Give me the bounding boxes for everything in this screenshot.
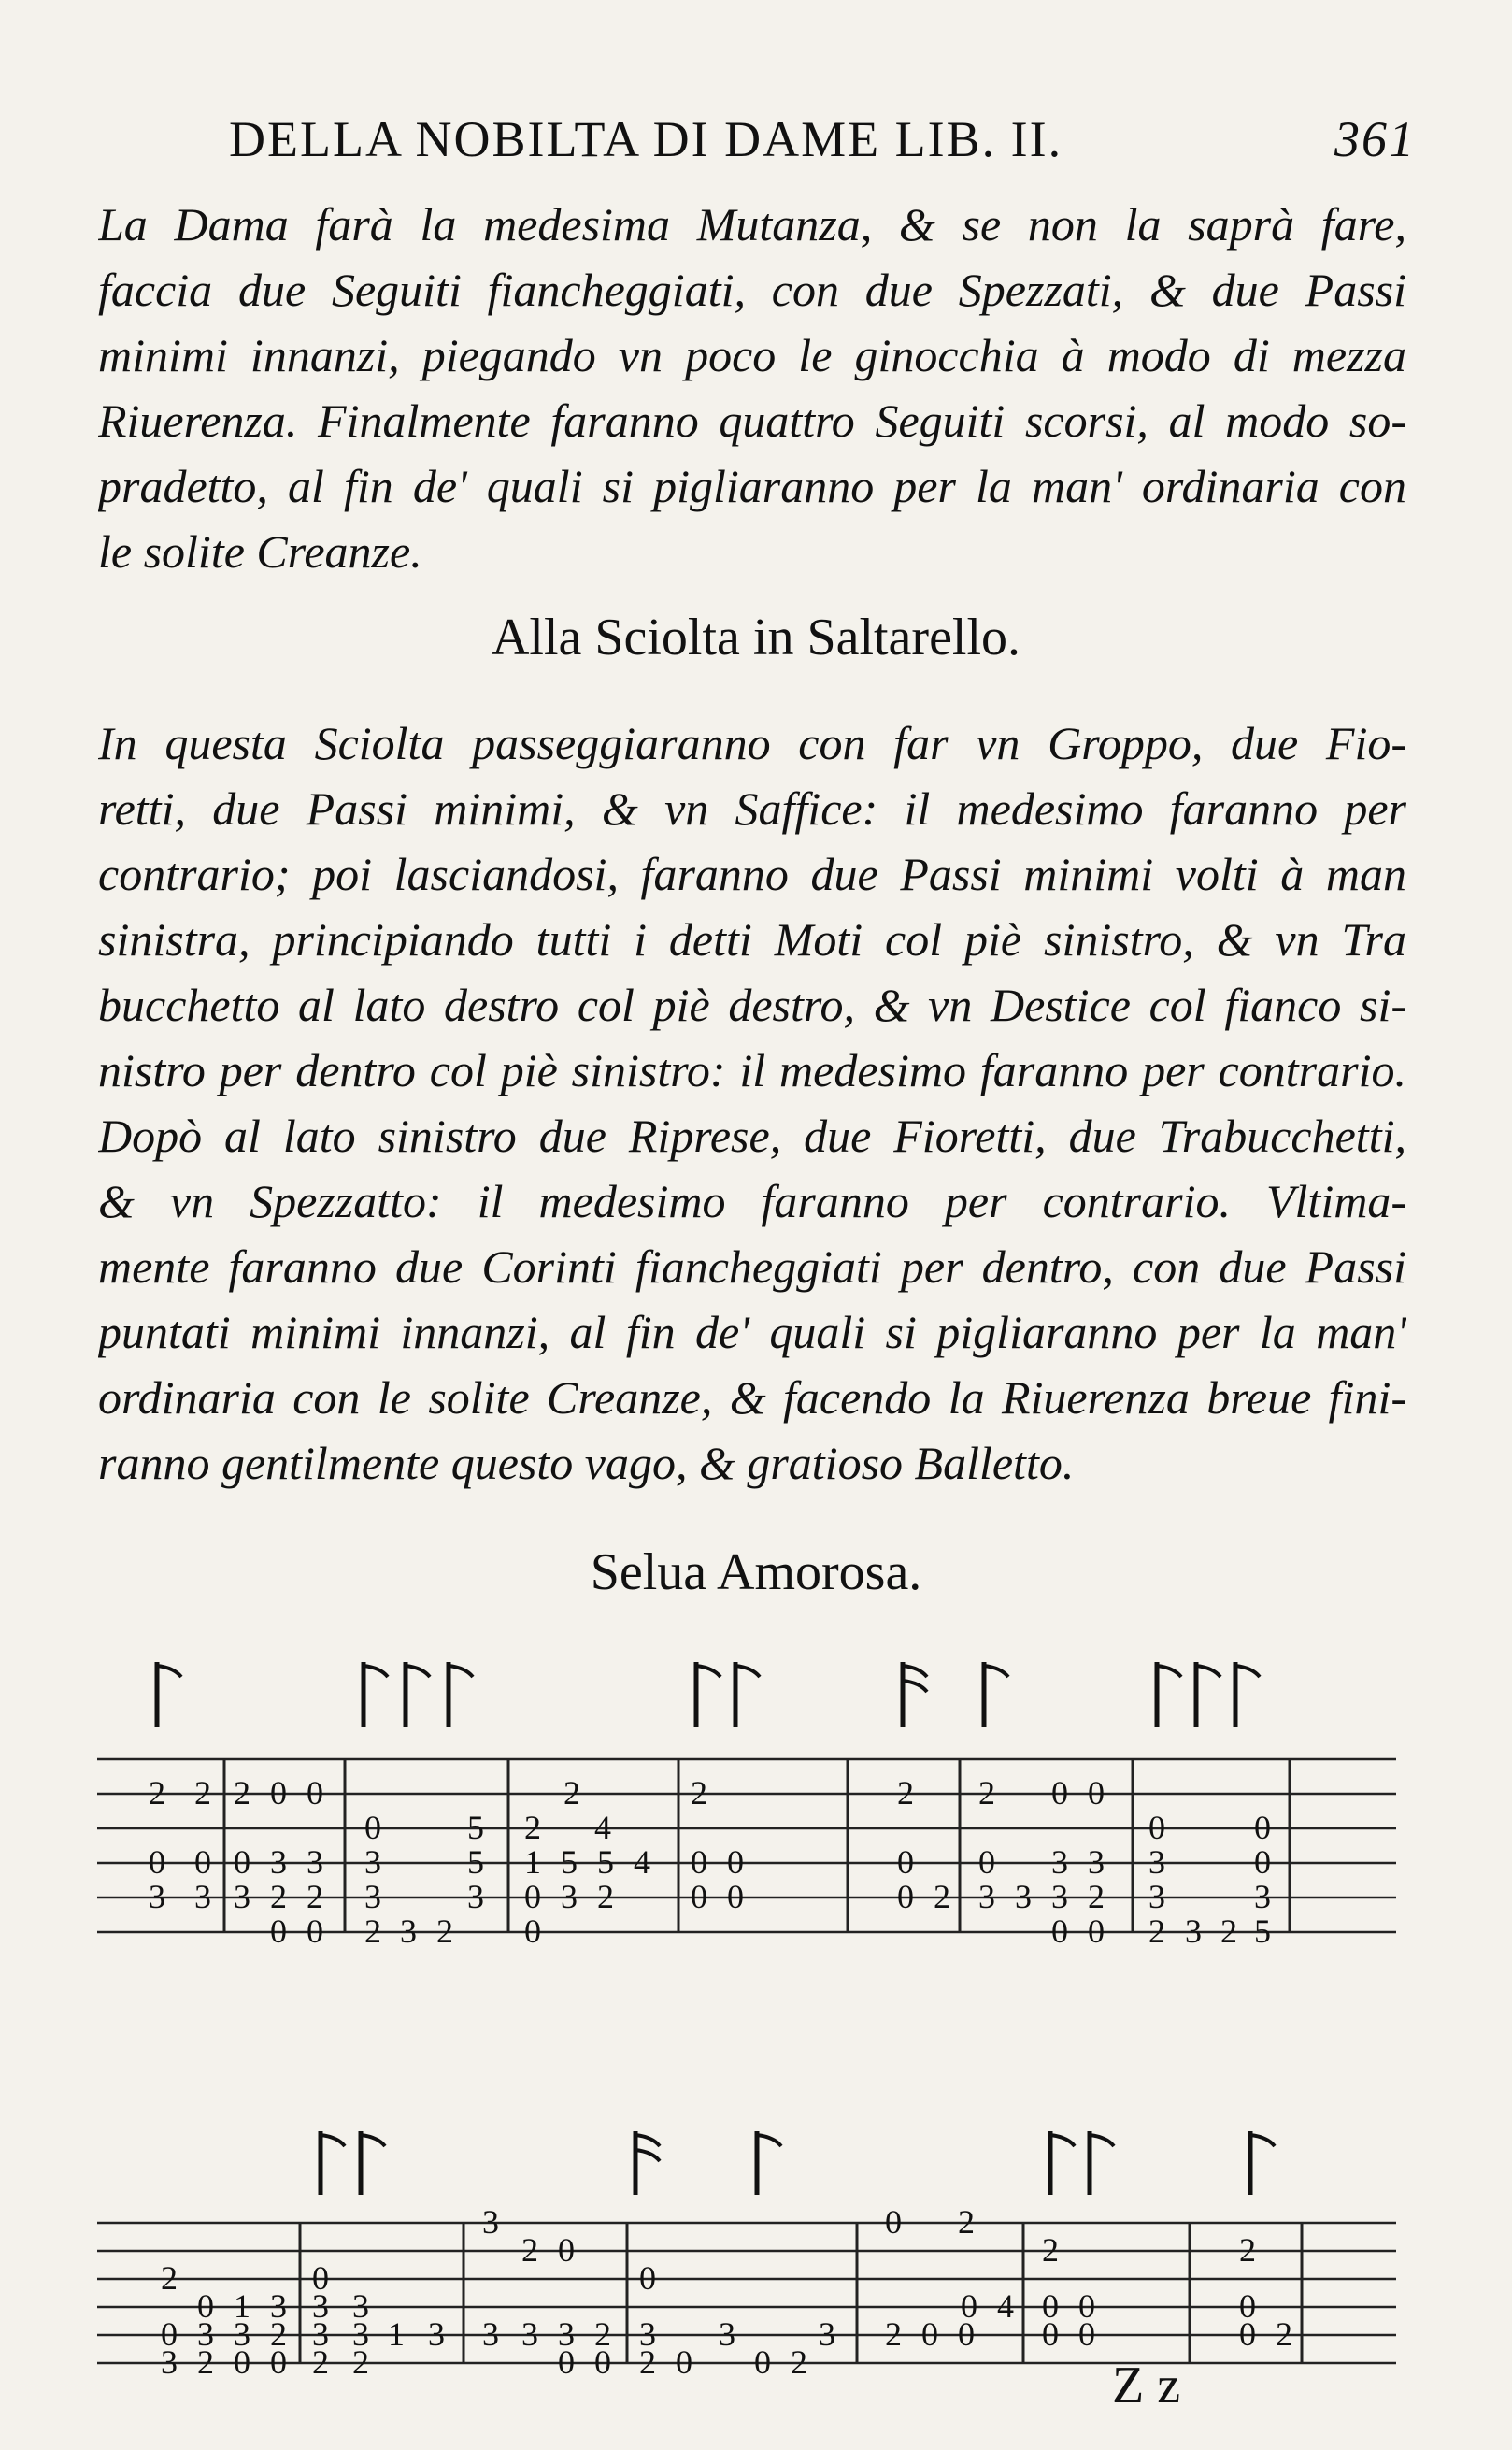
tab-fret: 3 bbox=[1051, 1843, 1068, 1881]
tab-fret: 0 bbox=[558, 2231, 575, 2269]
rhythm-flag bbox=[157, 1662, 181, 1727]
tab-fret: 2 bbox=[149, 1774, 165, 1812]
text-line: Riuerenza. Finalmente faranno quattro Seguiti scorsi, al modo so- bbox=[98, 394, 1406, 447]
tab-fret: 3 bbox=[364, 1878, 381, 1915]
rhythm-flag-stroke bbox=[449, 1666, 473, 1677]
text-line: puntati minimi innanzi, al fin de' quali si pigliaranno per la man' bbox=[98, 1306, 1406, 1358]
rhythm-flag-stroke bbox=[406, 1666, 430, 1677]
rhythm-flag-stroke bbox=[1157, 1666, 1181, 1677]
tab-fret: 0 bbox=[754, 2343, 771, 2374]
signature-mark: Z z bbox=[1112, 2357, 1181, 2414]
tab-fret: 3 bbox=[312, 2287, 329, 2325]
rhythm-flag-stroke bbox=[735, 1666, 760, 1677]
tab-fret: 2 bbox=[897, 1774, 914, 1812]
tab-fret: 0 bbox=[958, 2315, 975, 2353]
tab-fret: 0 bbox=[897, 1843, 914, 1881]
tab-fret: 0 bbox=[524, 1878, 541, 1915]
tab-fret: 3 bbox=[307, 1843, 323, 1881]
tab-fret: 2 bbox=[161, 2259, 178, 2297]
tab-fret: 3 bbox=[1015, 1878, 1032, 1915]
rhythm-flag bbox=[364, 1662, 388, 1727]
paragraph-dama bbox=[98, 192, 1406, 584]
tab-fret: 0 bbox=[1254, 1809, 1271, 1846]
tab-fret: 2 bbox=[270, 2315, 287, 2353]
tab-fret: 2 bbox=[1148, 1913, 1165, 1950]
tab-fret: 3 bbox=[639, 2315, 656, 2353]
tab-fret: 3 bbox=[558, 2315, 575, 2353]
tab-fret: 4 bbox=[634, 1843, 650, 1881]
tab-fret: 3 bbox=[482, 2203, 499, 2241]
tab-fret: 3 bbox=[364, 1843, 381, 1881]
tab-fret: 0 bbox=[1042, 2287, 1059, 2325]
tab-fret: 2 bbox=[958, 2203, 975, 2241]
rhythm-flag-stroke bbox=[1235, 1666, 1260, 1677]
tab-fret: 2 bbox=[307, 1878, 323, 1915]
tab-fret: 3 bbox=[1148, 1843, 1165, 1881]
tab-fret: 5 bbox=[467, 1843, 484, 1881]
text-line: pradetto, al fin de' quali si pigliaranno per la man' ordinaria con bbox=[98, 460, 1406, 512]
tab-fret: 3 bbox=[521, 2315, 538, 2353]
tab-fret: 0 bbox=[1148, 1809, 1165, 1846]
rhythm-flag bbox=[1090, 2131, 1114, 2195]
tab-fret: 2 bbox=[364, 1913, 381, 1950]
tab-fret: 2 bbox=[194, 1774, 211, 1812]
text-line: ranno gentilmente questo vago, & gratioso Balletto. bbox=[98, 1437, 1075, 1489]
tab-fret: 2 bbox=[1220, 1913, 1237, 1950]
tab-fret: 0 bbox=[1051, 1774, 1068, 1812]
tab-fret: 0 bbox=[897, 1878, 914, 1915]
tab-fret: 0 bbox=[524, 1913, 541, 1950]
tab-fret: 2 bbox=[978, 1774, 995, 1812]
tab-fret: 2 bbox=[270, 1878, 287, 1915]
tab-fret: 3 bbox=[1051, 1878, 1068, 1915]
tab-fret: 3 bbox=[197, 2315, 214, 2353]
tab-fret: 0 bbox=[961, 2287, 977, 2325]
rhythm-flag-stroke bbox=[321, 2135, 345, 2146]
tab-fret: 1 bbox=[234, 2287, 250, 2325]
text-line: mente faranno due Corinti fiancheggiati per dentro, con due Passi bbox=[98, 1240, 1406, 1293]
tab-fret: 3 bbox=[819, 2315, 835, 2353]
rhythm-flag bbox=[984, 1662, 1008, 1727]
tab-fret: 0 bbox=[639, 2259, 656, 2297]
tab-fret: 0 bbox=[727, 1843, 744, 1881]
tab-fret: 2 bbox=[934, 1878, 950, 1915]
text-line: sinistra, principiando tutti i detti Moti col piè sinistro, & vn Tra bbox=[98, 913, 1406, 966]
tab-fret: 3 bbox=[400, 1913, 417, 1950]
rhythm-flag-stroke bbox=[1196, 1666, 1220, 1677]
rhythm-flag bbox=[321, 2131, 345, 2195]
tab-fret: 2 bbox=[524, 1809, 541, 1846]
paragraph-sciolta bbox=[98, 710, 1406, 1496]
rhythm-flag bbox=[1050, 2131, 1075, 2195]
rhythm-flag bbox=[735, 1662, 760, 1727]
tab-fret: 2 bbox=[1042, 2231, 1059, 2269]
rhythm-flag-stroke bbox=[361, 2135, 385, 2146]
text-line: retti, due Passi minimi, & vn Saffice: il medesimo faranno per bbox=[98, 782, 1406, 835]
rhythm-flag-stroke bbox=[984, 1666, 1008, 1677]
tab-fret: 3 bbox=[1148, 1878, 1165, 1915]
tab-fret: 3 bbox=[482, 2315, 499, 2353]
rhythm-flag-stroke bbox=[696, 1666, 720, 1677]
tab-fret: 0 bbox=[312, 2259, 329, 2297]
lute-tablature-system-1 bbox=[0, 1645, 1512, 2019]
rhythm-flag-stroke bbox=[903, 1681, 927, 1692]
text-line: le solite Creanze. bbox=[98, 525, 422, 578]
tab-fret: 3 bbox=[234, 1878, 250, 1915]
tab-fret: 0 bbox=[1088, 1913, 1105, 1950]
tab-fret: 3 bbox=[149, 1878, 165, 1915]
tab-fret: 3 bbox=[352, 2287, 369, 2325]
text-line: faccia due Seguiti fiancheggiati, con due Spezzati, & due Passi bbox=[98, 264, 1406, 316]
rhythm-flag-stroke bbox=[757, 2135, 781, 2146]
tab-fret: 0 bbox=[691, 1878, 707, 1915]
rhythm-flag-stroke bbox=[1050, 2135, 1075, 2146]
tab-fret: 3 bbox=[1088, 1843, 1105, 1881]
tab-fret: 0 bbox=[194, 1843, 211, 1881]
tab-fret: 5 bbox=[597, 1843, 614, 1881]
tab-fret: 2 bbox=[691, 1774, 707, 1812]
tab-fret: 2 bbox=[1276, 2315, 1292, 2353]
tab-fret: 0 bbox=[1239, 2287, 1256, 2325]
tab-fret: 2 bbox=[563, 1774, 580, 1812]
text-line: La Dama farà la medesima Mutanza, & se non la saprà fare, bbox=[98, 198, 1406, 251]
tab-fret: 3 bbox=[270, 2287, 287, 2325]
tab-fret: 0 bbox=[270, 2343, 287, 2374]
tab-fret: 0 bbox=[307, 1913, 323, 1950]
text-line: & vn Spezzatto: il medesimo faranno per contrario. Vltima- bbox=[98, 1175, 1406, 1227]
tab-fret: 0 bbox=[1078, 2315, 1095, 2353]
tab-fret: 3 bbox=[428, 2315, 445, 2353]
tab-fret: 3 bbox=[1185, 1913, 1202, 1950]
tab-fret: 3 bbox=[234, 2315, 250, 2353]
tab-fret: 2 bbox=[521, 2231, 538, 2269]
rhythm-flag-stroke bbox=[1250, 2135, 1275, 2146]
rhythm-flag-stroke bbox=[903, 1666, 927, 1677]
tab-fret: 0 bbox=[364, 1809, 381, 1846]
rhythm-flag bbox=[361, 2131, 385, 2195]
tab-fret: 3 bbox=[270, 1843, 287, 1881]
rhythm-flag-stroke bbox=[364, 1666, 388, 1677]
tab-fret: 2 bbox=[352, 2343, 369, 2374]
tab-fret: 0 bbox=[270, 1774, 287, 1812]
tab-fret: 3 bbox=[352, 2315, 369, 2353]
text-line: minimi innanzi, piegando vn poco le ginocchia à modo di mezza bbox=[98, 329, 1406, 381]
tab-fret: 2 bbox=[597, 1878, 614, 1915]
tab-fret: 0 bbox=[558, 2343, 575, 2374]
tab-fret: 0 bbox=[1088, 1774, 1105, 1812]
tab-fret: 5 bbox=[561, 1843, 578, 1881]
tab-fret: 0 bbox=[307, 1774, 323, 1812]
tab-fret: 5 bbox=[467, 1809, 484, 1846]
tab-fret: 0 bbox=[234, 2343, 250, 2374]
tab-fret: 2 bbox=[436, 1913, 453, 1950]
section-title-selua: Selua Amorosa. bbox=[590, 1543, 922, 1601]
tab-fret: 2 bbox=[234, 1774, 250, 1812]
tab-fret: 3 bbox=[312, 2315, 329, 2353]
tab-fret: 3 bbox=[978, 1878, 995, 1915]
text-line: nistro per dentro col piè sinistro: il medesimo faranno per contrario. bbox=[98, 1044, 1406, 1096]
tab-fret: 0 bbox=[234, 1843, 250, 1881]
tab-fret: 2 bbox=[312, 2343, 329, 2374]
tab-fret: 2 bbox=[594, 2315, 611, 2353]
text-line: In questa Sciolta passeggiaranno con far vn Groppo, due Fio- bbox=[98, 717, 1406, 769]
tab-fret: 2 bbox=[639, 2343, 656, 2374]
tab-fret: 1 bbox=[524, 1843, 541, 1881]
tab-fret: 2 bbox=[885, 2315, 902, 2353]
rhythm-flag-stroke bbox=[635, 2135, 660, 2146]
tab-fret: 0 bbox=[691, 1843, 707, 1881]
tab-fret: 0 bbox=[676, 2343, 692, 2374]
tab-fret: 0 bbox=[1239, 2315, 1256, 2353]
rhythm-flag bbox=[1235, 1662, 1260, 1727]
tab-fret: 3 bbox=[194, 1878, 211, 1915]
text-line: contrario; poi lasciandosi, faranno due Passi minimi volti à man bbox=[98, 848, 1406, 900]
rhythm-flag bbox=[1250, 2131, 1275, 2195]
tab-fret: 2 bbox=[197, 2343, 214, 2374]
tab-fret: 0 bbox=[885, 2203, 902, 2241]
tab-fret: 2 bbox=[1088, 1878, 1105, 1915]
tab-fret: 3 bbox=[161, 2343, 178, 2374]
tab-fret: 0 bbox=[921, 2315, 938, 2353]
tab-fret: 5 bbox=[1254, 1913, 1271, 1950]
text-line: ordinaria con le solite Creanze, & facendo la Riuerenza breue fini- bbox=[98, 1371, 1406, 1424]
tab-fret: 0 bbox=[594, 2343, 611, 2374]
rhythm-flag bbox=[635, 2131, 660, 2195]
tab-fret: 0 bbox=[1254, 1843, 1271, 1881]
tab-fret: 0 bbox=[1042, 2315, 1059, 2353]
tab-fret: 2 bbox=[1239, 2231, 1256, 2269]
rhythm-flag bbox=[406, 1662, 430, 1727]
tab-fret: 3 bbox=[467, 1878, 484, 1915]
rhythm-flag bbox=[1196, 1662, 1220, 1727]
tab-fret: 0 bbox=[1051, 1913, 1068, 1950]
tab-fret: 1 bbox=[388, 2315, 405, 2353]
tab-fret: 3 bbox=[1254, 1878, 1271, 1915]
lute-tablature-system-2 bbox=[0, 2131, 1512, 2374]
tab-fret: 3 bbox=[719, 2315, 735, 2353]
rhythm-flag bbox=[757, 2131, 781, 2195]
tab-fret: 0 bbox=[978, 1843, 995, 1881]
tab-fret: 3 bbox=[561, 1878, 578, 1915]
rhythm-flag-stroke bbox=[1090, 2135, 1114, 2146]
header-title: DELLA NOBILTA DI DAME LIB. II. bbox=[229, 111, 1063, 167]
rhythm-flag bbox=[449, 1662, 473, 1727]
tab-fret: 0 bbox=[270, 1913, 287, 1950]
tab-fret: 0 bbox=[149, 1843, 165, 1881]
section-title-sciolta: Alla Sciolta in Saltarello. bbox=[491, 609, 1021, 666]
page-number: 361 bbox=[1334, 111, 1416, 167]
text-line: Dopò al lato sinistro due Riprese, due Fioretti, due Trabucchetti, bbox=[98, 1110, 1406, 1162]
tab-fret: 0 bbox=[727, 1878, 744, 1915]
rhythm-flag bbox=[903, 1662, 927, 1727]
tab-fret: 0 bbox=[161, 2315, 178, 2353]
tab-fret: 4 bbox=[997, 2287, 1014, 2325]
tab-fret: 4 bbox=[594, 1809, 611, 1846]
tab-fret: 0 bbox=[1078, 2287, 1095, 2325]
rhythm-flag bbox=[696, 1662, 720, 1727]
text-line: bucchetto al lato destro col piè destro, & vn Destice col fianco si- bbox=[98, 979, 1406, 1031]
tab-fret: 0 bbox=[197, 2287, 214, 2325]
rhythm-flag bbox=[1157, 1662, 1181, 1727]
tab-fret: 2 bbox=[791, 2343, 807, 2374]
rhythm-flag-stroke bbox=[157, 1666, 181, 1677]
rhythm-flag-stroke bbox=[635, 2150, 660, 2161]
